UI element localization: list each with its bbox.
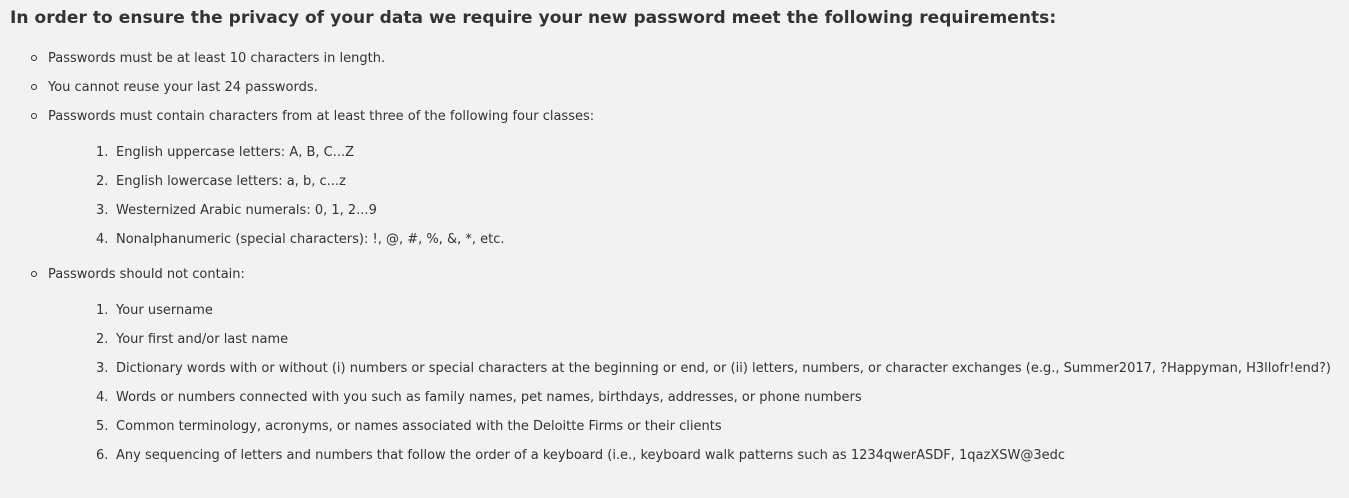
list-item bbox=[48, 302, 1349, 319]
list-number: 5. bbox=[96, 419, 109, 434]
list-item-text: English lowercase letters: a, b, c...z bbox=[116, 174, 346, 189]
list-number: 4. bbox=[96, 390, 109, 405]
list-item bbox=[48, 202, 1349, 219]
requirement-item bbox=[10, 266, 1349, 464]
list-item-text: Dictionary words with or without (i) numbers or special characters at the beginning or end, or (ii) letters, numbers, or character exchanges (e.g., Summer2017, ?Happyman, H3llofr!end?) bbox=[116, 361, 1331, 376]
list-item bbox=[48, 389, 1349, 406]
requirements-list bbox=[10, 50, 1349, 464]
list-item-text: Any sequencing of letters and numbers that follow the order of a keyboard (i.e., keyboard walk patterns such as 1234qwerASDF, 1qazXSW@3edc bbox=[116, 448, 1066, 463]
list-number: 3. bbox=[96, 203, 109, 218]
list-item-text: Words or numbers connected with you such as family names, pet names, birthdays, addresses, or phone numbers bbox=[116, 390, 862, 405]
list-item bbox=[48, 173, 1349, 190]
list-item-text: English uppercase letters: A, B, C...Z bbox=[116, 145, 355, 160]
requirement-item bbox=[10, 108, 1349, 248]
list-number: 6. bbox=[96, 448, 109, 463]
list-item-text: Your first and/or last name bbox=[116, 332, 289, 347]
requirement-text: You cannot reuse your last 24 passwords. bbox=[48, 80, 318, 95]
requirement-text: Passwords must be at least 10 characters in length. bbox=[48, 51, 386, 66]
requirement-text: Passwords should not contain: bbox=[48, 267, 245, 282]
list-number: 2. bbox=[96, 174, 109, 189]
list-number: 1. bbox=[96, 145, 109, 160]
list-item-text: Westernized Arabic numerals: 0, 1, 2...9 bbox=[116, 203, 377, 218]
list-item bbox=[48, 231, 1349, 248]
bullet-icon bbox=[31, 113, 37, 119]
list-item-text: Your username bbox=[116, 303, 213, 318]
bullet-icon bbox=[31, 84, 37, 90]
list-item bbox=[48, 360, 1349, 377]
list-number: 1. bbox=[96, 303, 109, 318]
list-item bbox=[48, 144, 1349, 161]
list-item bbox=[48, 418, 1349, 435]
page-heading: In order to ensure the privacy of your data we require your new password meet the following requirements: bbox=[10, 8, 1057, 28]
list-item-text: Common terminology, acronyms, or names associated with the Deloitte Firms or their clients bbox=[116, 419, 722, 434]
bullet-icon bbox=[31, 55, 37, 61]
list-number: 4. bbox=[96, 232, 109, 247]
requirement-text: Passwords must contain characters from at least three of the following four classes: bbox=[48, 109, 595, 124]
requirement-item bbox=[10, 79, 1349, 96]
list-number: 2. bbox=[96, 332, 109, 347]
requirement-item bbox=[10, 50, 1349, 67]
list-item-text: Nonalphanumeric (special characters): !, @, #, %, &, *, etc. bbox=[116, 232, 505, 247]
list-item bbox=[48, 447, 1349, 464]
prohibited-content-list bbox=[48, 302, 1349, 464]
list-item bbox=[48, 331, 1349, 348]
character-classes-list bbox=[48, 144, 1349, 248]
list-number: 3. bbox=[96, 361, 109, 376]
bullet-icon bbox=[31, 271, 37, 277]
